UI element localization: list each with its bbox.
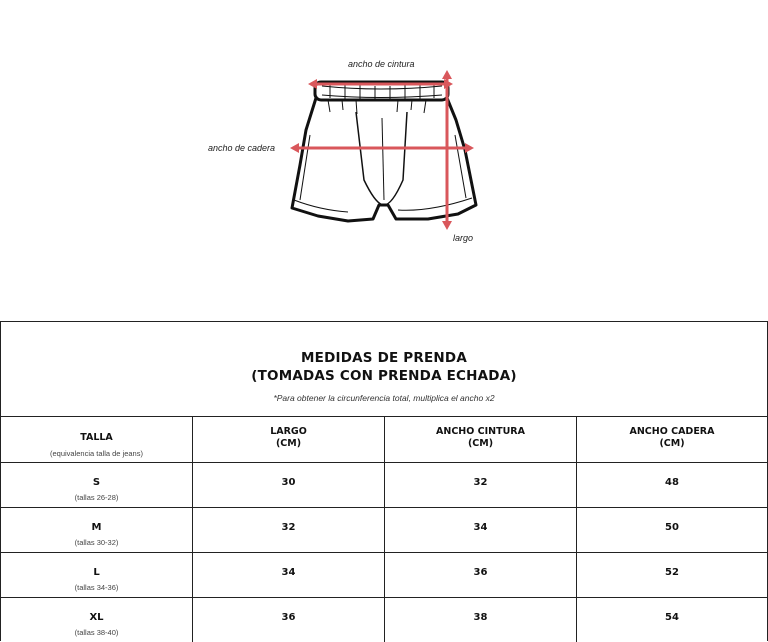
header-cadera [577,417,767,462]
size-cell [1,463,193,507]
size-label: M [91,522,102,533]
cintura-value: 38 [385,598,577,642]
table-title-line2: (TOMADAS CON PRENDA ECHADA) [251,368,517,384]
header-largo-unit: (CM) [275,438,302,449]
shorts-diagram [0,0,768,300]
table-title-line1: MEDIDAS DE PRENDA [301,350,467,366]
largo-value: 36 [193,598,385,642]
size-label: XL [89,612,104,623]
header-talla-sub: (equivalencia talla de jeans) [50,449,143,458]
cintura-value: 34 [385,508,577,552]
largo-value: 30 [193,463,385,507]
size-table [0,321,768,641]
table-header-row [1,417,767,463]
size-equiv: (tallas 30-32) [74,538,119,547]
table-row [1,508,767,553]
header-cintura-label: ANCHO CINTURA [436,426,525,437]
size-cell [1,598,193,642]
cintura-value: 32 [385,463,577,507]
cadera-value: 50 [665,522,679,533]
header-cintura [385,417,577,462]
size-cell [1,553,193,597]
cadera-value: 54 [665,612,679,623]
size-label: S [92,477,101,488]
largo-value: 34 [193,553,385,597]
table-row [1,553,767,598]
size-label: L [93,567,100,578]
size-cell [1,508,193,552]
header-largo-label: LARGO [270,426,307,437]
hip-label: ancho de cadera [208,143,276,153]
table-row [1,463,767,508]
table-note: *Para obtener la circunferencia total, multiplica el ancho x2 [273,393,495,403]
shorts-illustration [0,0,768,300]
header-talla [1,417,193,462]
cadera-value: 52 [665,567,679,578]
length-label: largo [453,233,474,243]
table-header-block [1,322,767,417]
size-equiv: (tallas 26-28) [74,493,119,502]
header-largo [193,417,385,462]
waist-label: ancho de cintura [348,59,415,69]
largo-value: 32 [193,508,385,552]
header-cintura-unit: (CM) [467,438,494,449]
header-cadera-label: ANCHO CADERA [629,426,715,437]
cintura-value: 36 [385,553,577,597]
size-equiv: (tallas 38-40) [74,628,119,637]
table-row [1,598,767,642]
size-equiv: (tallas 34-36) [74,583,119,592]
header-talla-label: TALLA [80,432,113,443]
cadera-value: 48 [665,477,679,488]
header-cadera-unit: (CM) [659,438,685,449]
